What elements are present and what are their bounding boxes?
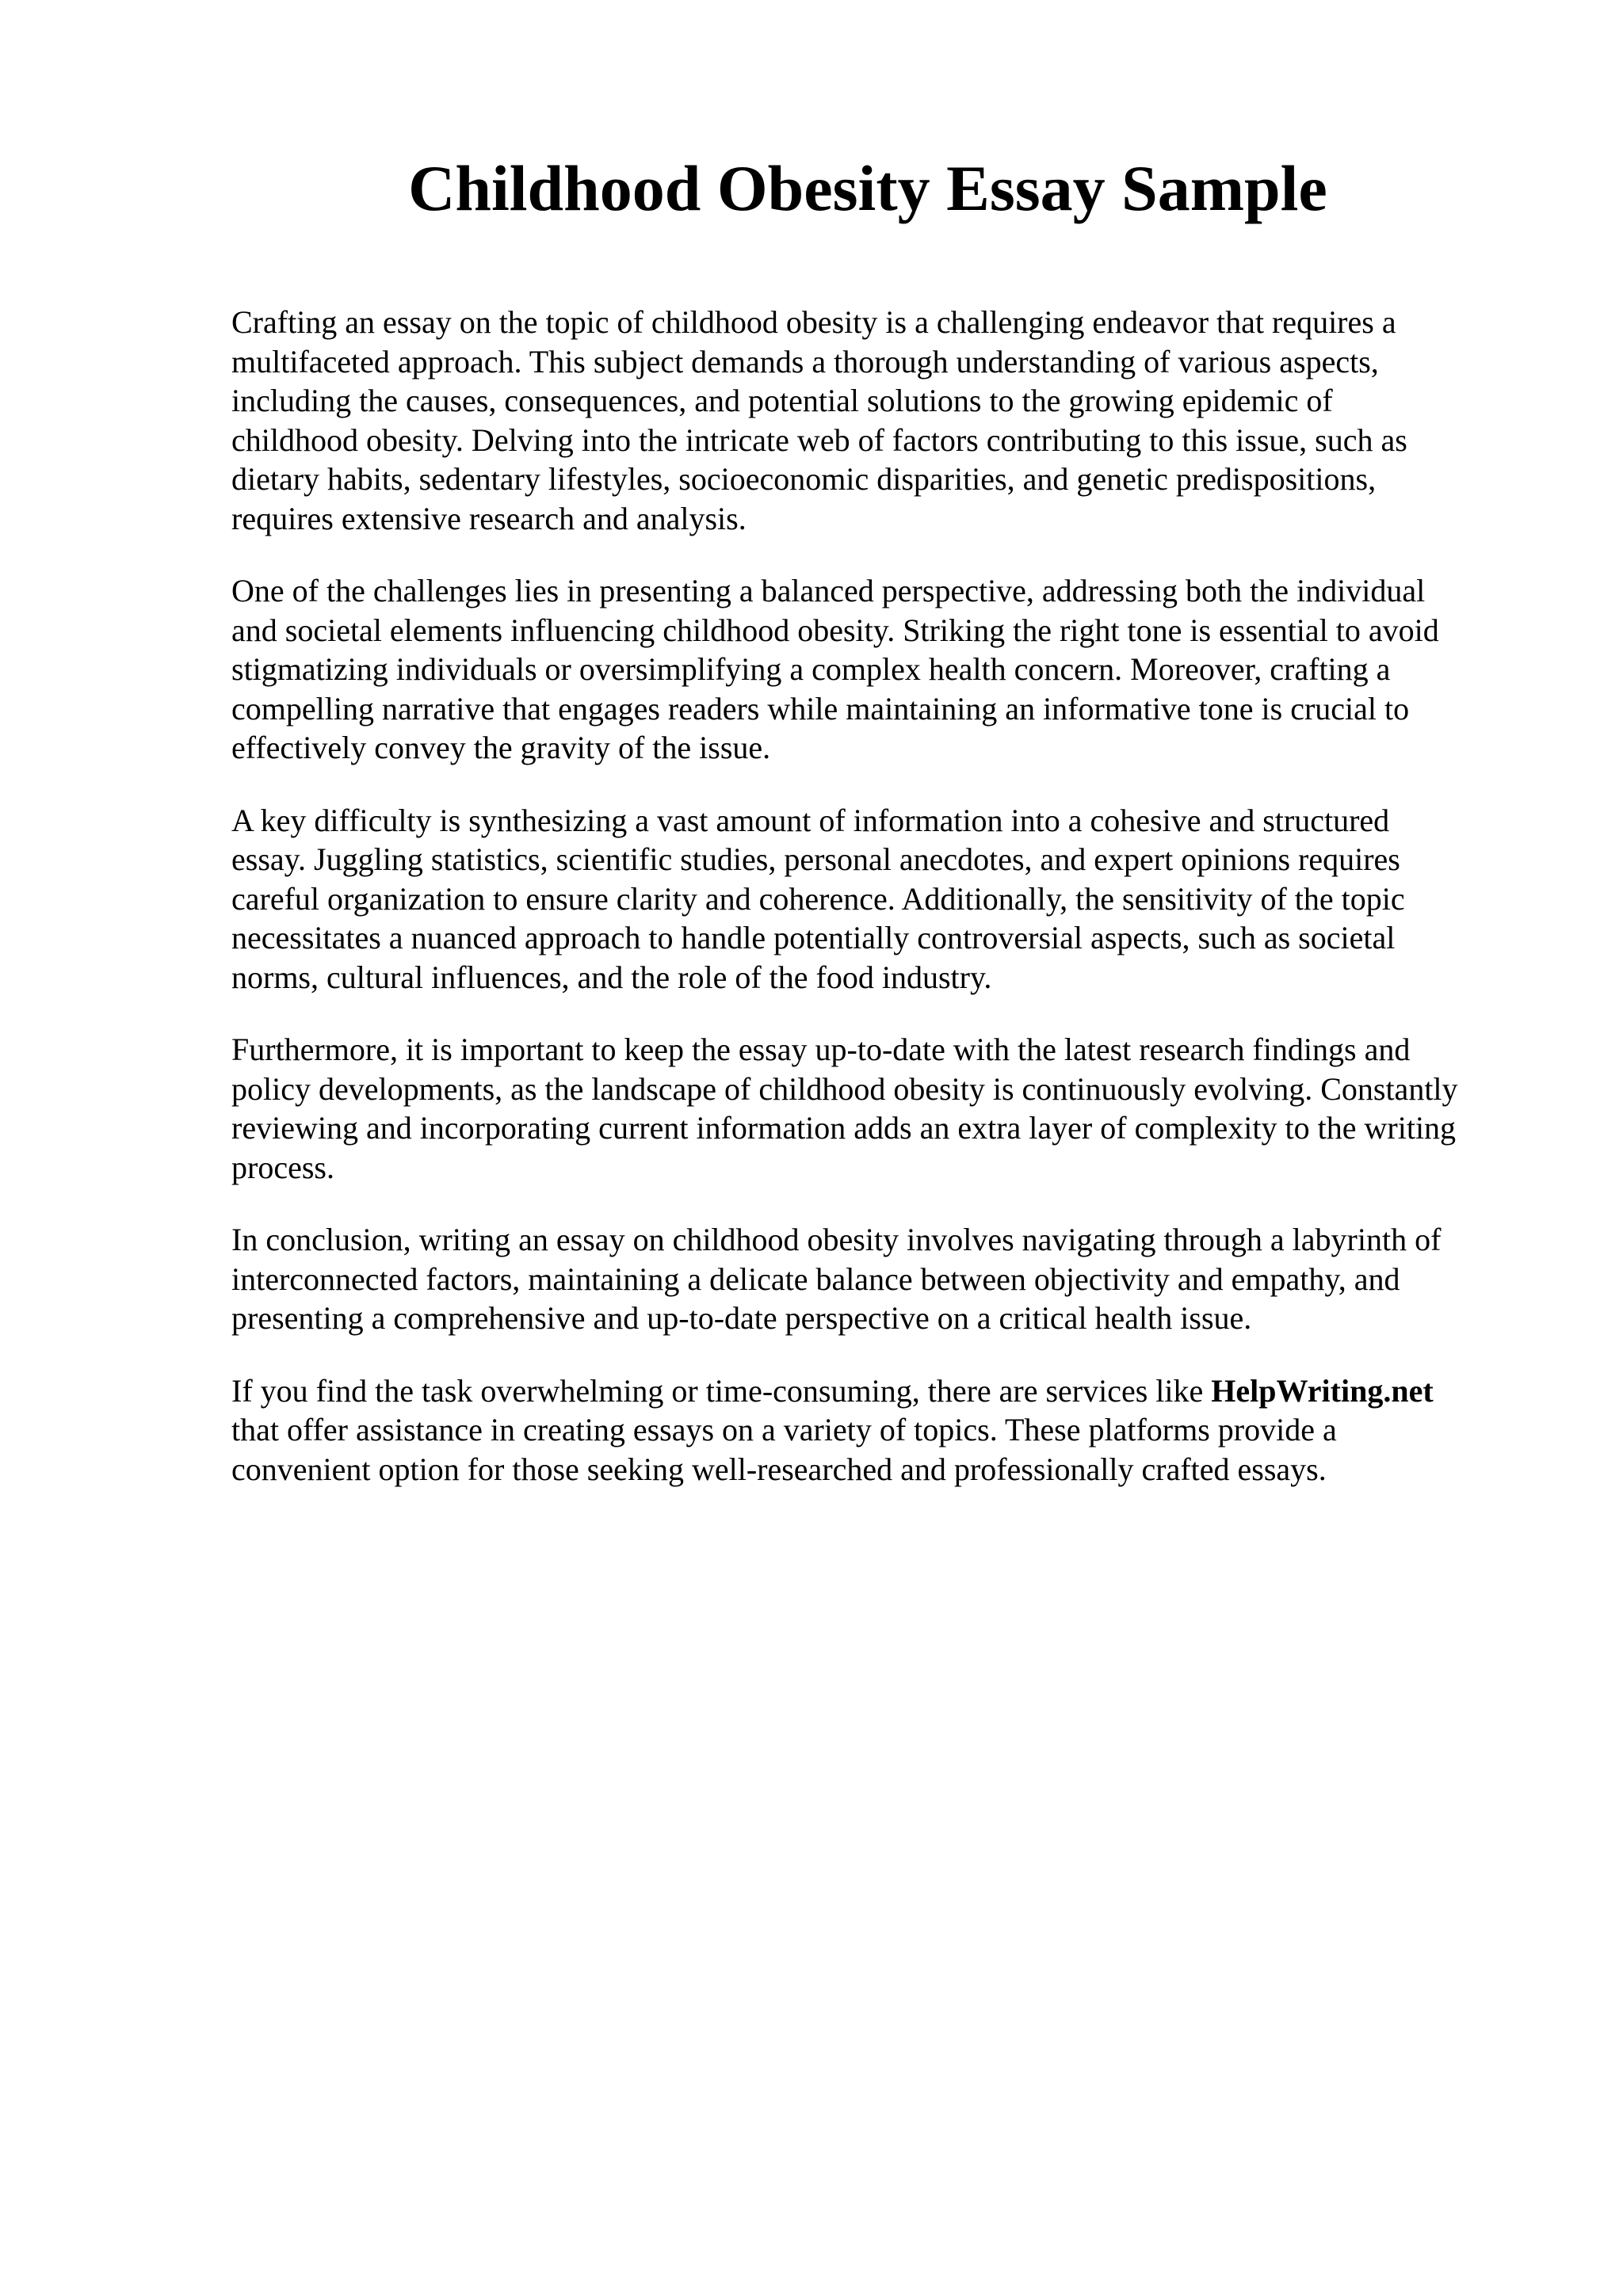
closing-prefix: If you find the task overwhelming or time-consuming, there are services like <box>231 1372 1212 1409</box>
text-line: convenient option for those seeking well-researched and professionally crafted essays. <box>231 1451 1327 1487</box>
text-line: policy developments, as the landscape of childhood obesity is continuously evolving. Constantly <box>231 1070 1458 1107</box>
text-line <box>231 1371 1515 1411</box>
text-line: process. <box>231 1149 334 1185</box>
text-line: Furthermore, it is important to keep the essay up-to-date with the latest research findings and <box>231 1032 1411 1067</box>
text-line: One of the challenges lies in presenting a balanced perspective, addressing both the individual <box>231 573 1426 608</box>
text-line: A key difficulty is synthesizing a vast amount of information into a cohesive and structured <box>231 802 1390 838</box>
text-line: interconnected factors, maintaining a delicate balance between objectivity and empathy, and <box>231 1261 1400 1297</box>
text-line: norms, cultural influences, and the role of the food industry. <box>231 959 992 995</box>
text-line: Crafting an essay on the topic of childhood obesity is a challenging endeavor that requires a <box>231 304 1396 340</box>
text-line: childhood obesity. Delving into the intricate web of factors contributing to this issue, such as <box>231 421 1407 458</box>
text-line: dietary habits, sedentary lifestyles, socioeconomic disparities, and genetic predispositions, <box>231 461 1377 497</box>
document-body <box>231 303 1515 1522</box>
text-line: and societal elements influencing childhood obesity. Striking the right tone is essential to avoid <box>231 612 1439 648</box>
text-line: presenting a comprehensive and up-to-date perspective on a critical health issue. <box>231 1300 1252 1336</box>
text-line: In conclusion, writing an essay on childhood obesity involves navigating through a labyrinth of <box>231 1222 1442 1257</box>
text-line: careful organization to ensure clarity and coherence. Additionally, the sensitivity of the topic <box>231 880 1405 917</box>
text-line: compelling narrative that engages readers while maintaining an informative tone is crucial to <box>231 690 1410 727</box>
paragraph-intro <box>231 303 1515 538</box>
text-line: effectively convey the gravity of the issue. <box>231 730 771 765</box>
text-line: reviewing and incorporating current information adds an extra layer of complexity to the writing <box>231 1110 1457 1146</box>
paragraph-difficulty <box>231 801 1515 997</box>
paragraph-closing <box>231 1371 1515 1489</box>
text-line: necessitates a nuanced approach to handle potentially controversial aspects, such as societal <box>231 920 1396 955</box>
text-line: stigmatizing individuals or oversimplifying a complex health concern. Moreover, crafting a <box>231 651 1391 687</box>
text-line: multifaceted approach. This subject demands a thorough understanding of various aspects, <box>231 343 1379 379</box>
paragraph-conclusion <box>231 1220 1515 1338</box>
text-line: requires extensive research and analysis. <box>231 500 747 536</box>
brand-name: HelpWriting.net <box>1211 1372 1434 1409</box>
text-line: that offer assistance in creating essays on a variety of topics. These platforms provide a <box>231 1412 1337 1447</box>
paragraph-challenges <box>231 571 1515 768</box>
paragraph-up-to-date <box>231 1030 1515 1187</box>
text-line: including the causes, consequences, and potential solutions to the growing epidemic of <box>231 383 1333 418</box>
document-title: Childhood Obesity Essay Sample <box>408 152 1327 224</box>
text-line: essay. Juggling statistics, scientific studies, personal anecdotes, and expert opinions requires <box>231 841 1400 877</box>
